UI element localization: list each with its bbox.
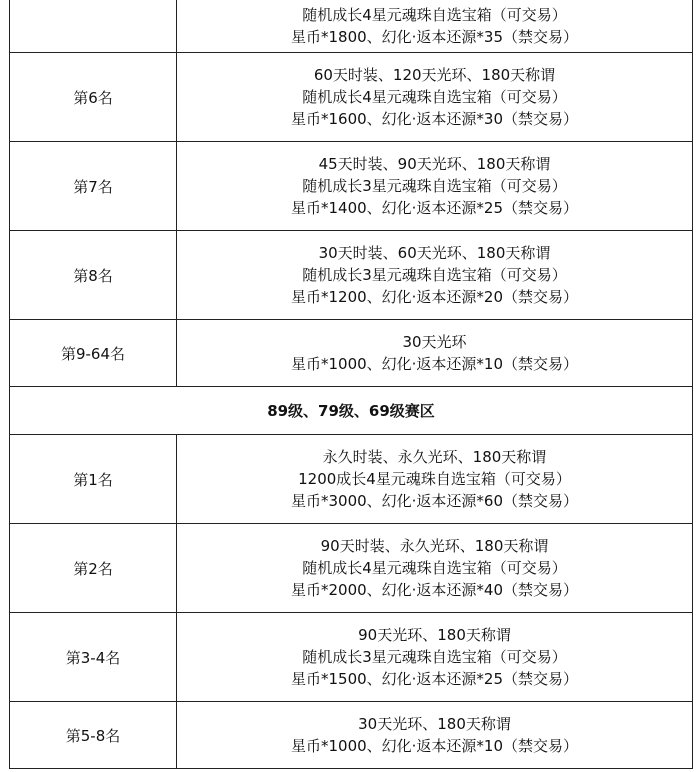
- reward-cell: [177, 142, 693, 231]
- rank-cell: 第6名: [10, 53, 177, 142]
- reward-line: 60天时装、120天光环、180天称谓: [313, 66, 556, 84]
- reward-line: 星币*1500、幻化·返本还源*25（禁交易）: [290, 670, 579, 688]
- reward-line: 45天时装、90天光环、180天称谓: [318, 155, 551, 173]
- rank-cell: [10, 0, 177, 53]
- reward-line: 星币*1000、幻化·返本还源*10（禁交易）: [290, 355, 579, 373]
- reward-line: 随机成长4星元魂珠自选宝箱（可交易）: [302, 559, 567, 577]
- table-row: [10, 702, 693, 769]
- reward-cell: [177, 524, 693, 613]
- reward-table-document: [9, 0, 693, 769]
- reward-table-body-upper: [10, 0, 693, 387]
- reward-line: 随机成长3星元魂珠自选宝箱（可交易）: [302, 177, 567, 195]
- rank-cell: 第2名: [10, 524, 177, 613]
- reward-line: 90天时装、永久光环、180天称谓: [320, 537, 549, 555]
- reward-cell: [177, 320, 693, 387]
- table-row: [10, 320, 693, 387]
- reward-line: 星币*1400、幻化·返本还源*25（禁交易）: [290, 199, 579, 217]
- reward-line: 随机成长3星元魂珠自选宝箱（可交易）: [302, 648, 567, 666]
- reward-line: 30天时装、60天光环、180天称谓: [318, 244, 551, 262]
- reward-line: 星币*2000、幻化·返本还源*40（禁交易）: [290, 581, 579, 599]
- table-row: [10, 613, 693, 702]
- rank-cell: 第9-64名: [10, 320, 177, 387]
- reward-cell: [177, 0, 693, 53]
- section-title: 89级、79级、69级赛区: [10, 387, 693, 435]
- section-header-row: [10, 387, 693, 435]
- reward-line: 星币*3000、幻化·返本还源*60（禁交易）: [290, 492, 579, 510]
- reward-line: 随机成长4星元魂珠自选宝箱（可交易）: [302, 6, 567, 24]
- reward-cell: [177, 231, 693, 320]
- reward-table-section: [10, 387, 693, 435]
- reward-line: 30天光环: [402, 333, 467, 351]
- table-row: [10, 53, 693, 142]
- reward-cell: [177, 702, 693, 769]
- reward-table-body-lower: [10, 435, 693, 769]
- reward-line: 星币*1600、幻化·返本还源*30（禁交易）: [290, 110, 579, 128]
- reward-line: 随机成长4星元魂珠自选宝箱（可交易）: [302, 88, 567, 106]
- reward-line: 星币*1800、幻化·返本还源*35（禁交易）: [290, 28, 579, 46]
- reward-cell: [177, 613, 693, 702]
- reward-cell: [177, 435, 693, 524]
- reward-line: 随机成长3星元魂珠自选宝箱（可交易）: [302, 266, 567, 284]
- reward-line: 星币*1200、幻化·返本还源*20（禁交易）: [290, 288, 579, 306]
- reward-line: 永久时装、永久光环、180天称谓: [322, 448, 547, 466]
- rank-cell: 第7名: [10, 142, 177, 231]
- table-row: [10, 231, 693, 320]
- reward-line: 星币*1000、幻化·返本还源*10（禁交易）: [290, 737, 579, 755]
- rank-cell: 第3-4名: [10, 613, 177, 702]
- table-row: [10, 0, 693, 53]
- table-row: [10, 435, 693, 524]
- rank-cell: 第1名: [10, 435, 177, 524]
- reward-table: [9, 0, 693, 769]
- rank-cell: 第8名: [10, 231, 177, 320]
- table-row: [10, 142, 693, 231]
- reward-line: 90天光环、180天称谓: [358, 626, 511, 644]
- reward-cell: [177, 53, 693, 142]
- reward-line: 1200成长4星元魂珠自选宝箱（可交易）: [298, 470, 571, 488]
- table-row: [10, 524, 693, 613]
- reward-line: 30天光环、180天称谓: [358, 715, 511, 733]
- rank-cell: 第5-8名: [10, 702, 177, 769]
